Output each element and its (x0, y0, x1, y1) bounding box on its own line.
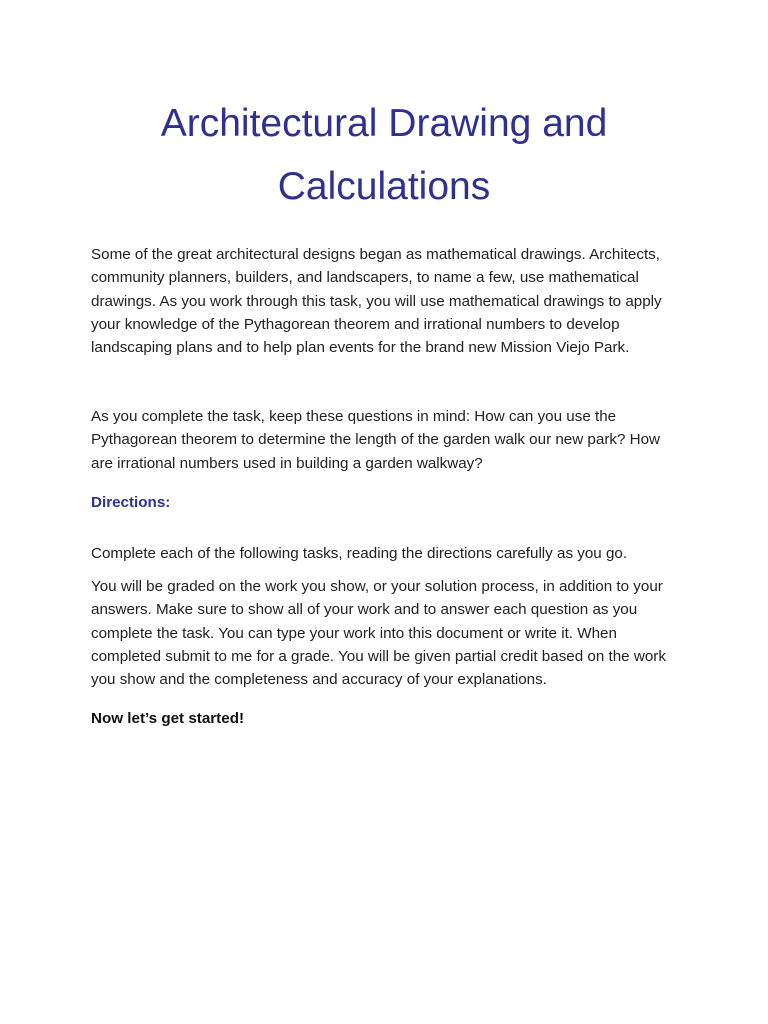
page-title: Architectural Drawing and Calculations (160, 102, 608, 208)
directions-paragraph: Complete each of the following tasks, reading the directions carefully as you go. (91, 545, 628, 562)
intro-paragraph: Some of the great architectural designs began as mathematical drawings. Architects, community planners, builders, and landscapers, to name a few, use mathematical drawings. As you work through this task, you will use mathematical drawings to apply your knowledge of the Pythagorean theorem and irrational numbers to develop landscaping plans and to help plan events for the brand new Mission Viejo Park. (91, 246, 662, 357)
grading-paragraph: You will be graded on the work you show, or your solution process, in addition to your answers. Make sure to show all of your work and to answer each question as you complete the task. You can type your work into this document or write it. When completed submit to me for a grade. You will be given partial credit based on the work you show and the completeness and accuracy of your explanations. (91, 578, 666, 689)
questions-paragraph: As you complete the task, keep these questions in mind: How can you use the Pythagorean theorem to determine the length of the garden walk our new park? How are irrational numbers used in building a garden walkway? (91, 408, 661, 472)
closing-line: Now let’s get started! (91, 710, 245, 727)
directions-heading: Directions: (91, 494, 171, 511)
